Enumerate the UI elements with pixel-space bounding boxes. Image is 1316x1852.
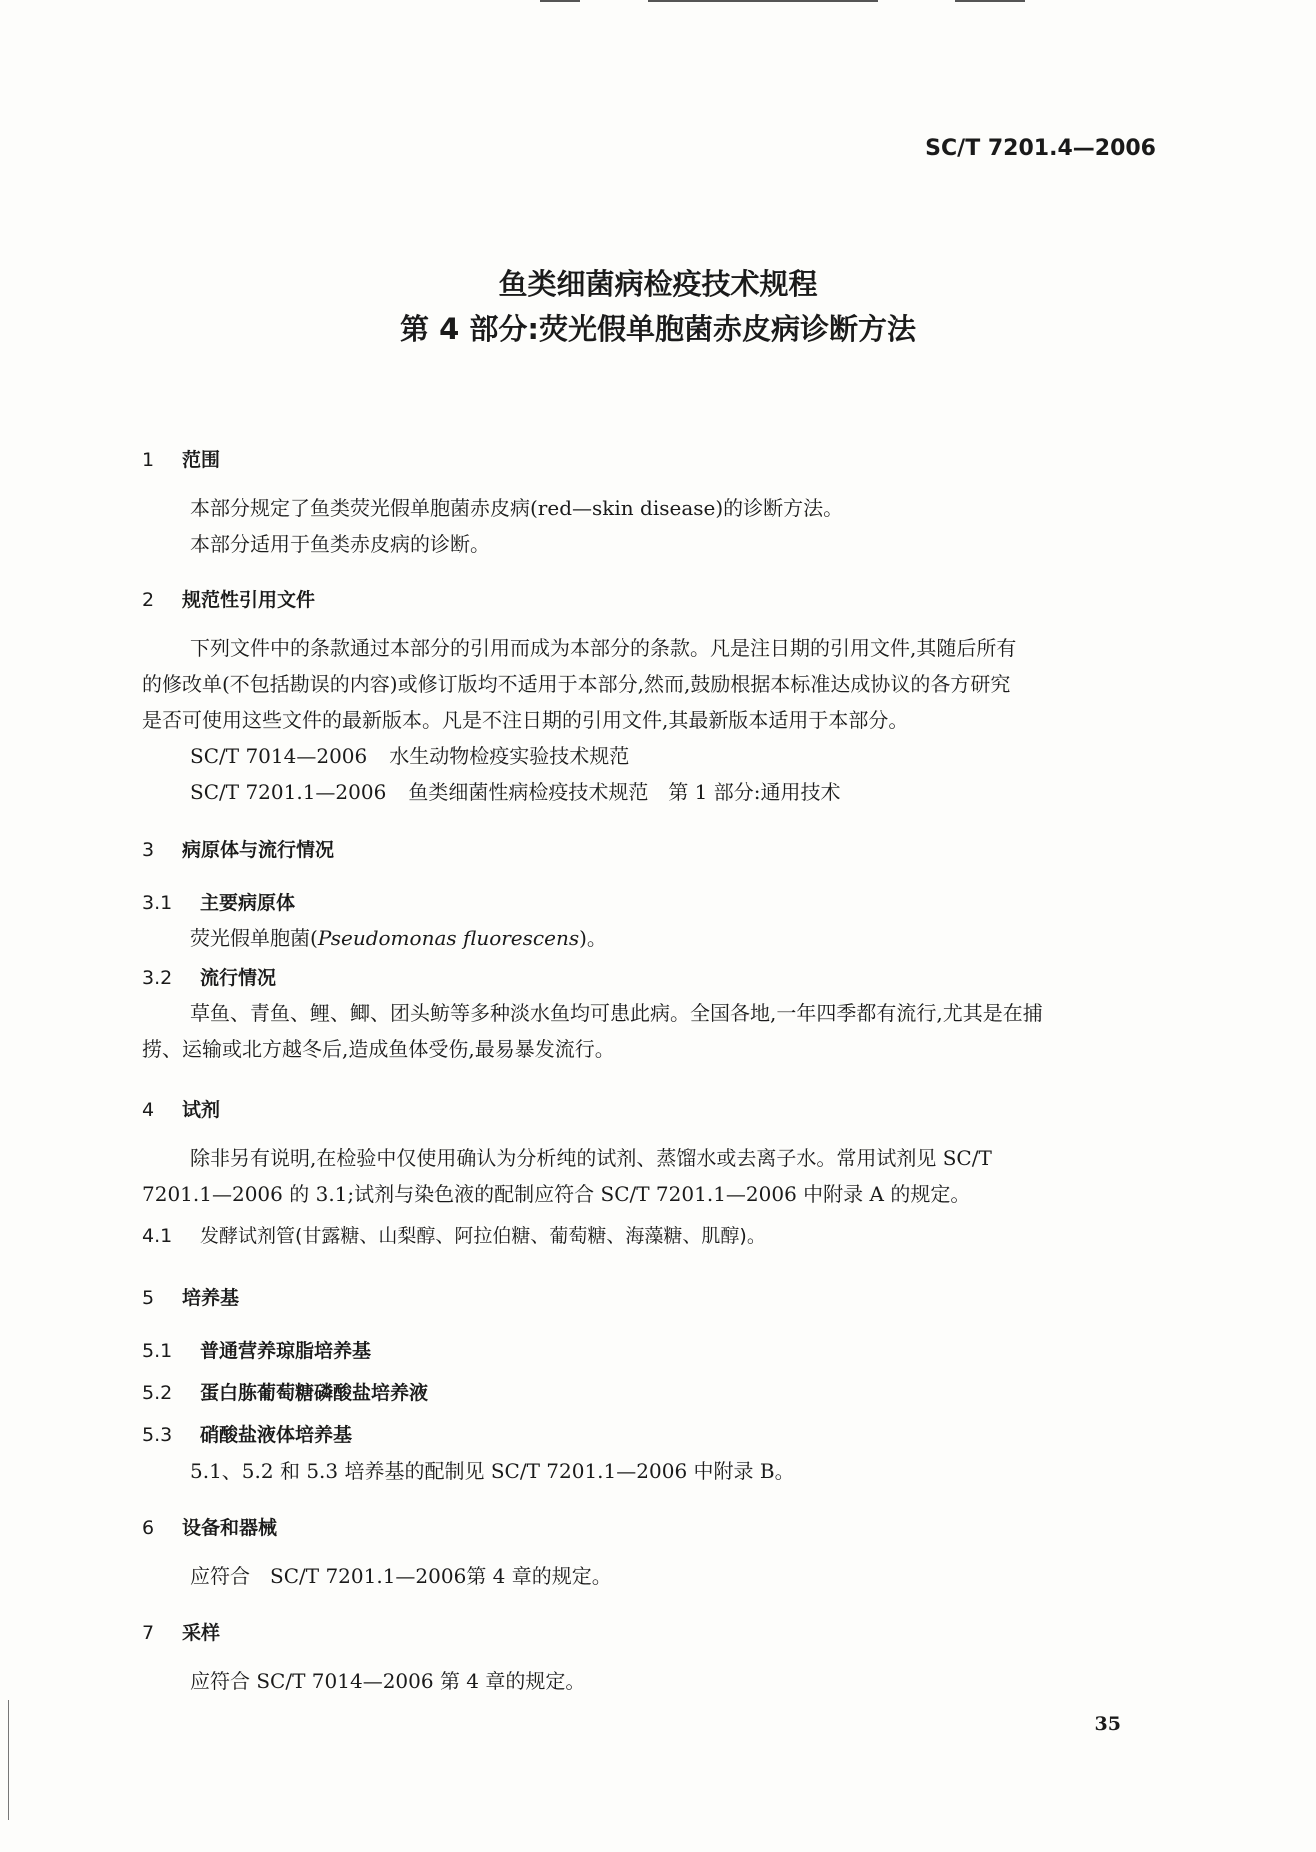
section-number: 1 xyxy=(142,449,155,471)
section-number: 6 xyxy=(142,1517,155,1539)
section-title: 试剂 xyxy=(182,1099,221,1121)
reference-item xyxy=(190,774,841,810)
paragraph: 是否可使用这些文件的最新版本。凡是不注日期的引用文件,其最新版本适用于本部分。 xyxy=(142,708,909,732)
section-1-heading xyxy=(142,445,220,472)
subsection-3-2-heading xyxy=(142,963,276,990)
reference-title: 鱼类细菌性病检疫技术规范 第 1 部分:通用技术 xyxy=(408,780,841,804)
text-span: )。 xyxy=(579,926,607,950)
subsection-number: 3.2 xyxy=(142,967,173,989)
margin-mark xyxy=(8,1700,9,1820)
section-number: 3 xyxy=(142,839,155,861)
paragraph: 除非另有说明,在检验中仅使用确认为分析纯的试剂、蒸馏水或去离子水。常用试剂见 SC/T xyxy=(190,1146,992,1170)
subsection-5-3-heading xyxy=(142,1420,352,1447)
doc-title-line2: 第 4 部分:荧光假单胞菌赤皮病诊断方法 xyxy=(400,312,916,346)
section-6-heading xyxy=(142,1513,277,1540)
scan-artifact xyxy=(955,0,1025,2)
section-5-heading xyxy=(142,1283,239,1310)
subsection-title: 硝酸盐液体培养基 xyxy=(200,1424,353,1446)
section-7-heading xyxy=(142,1618,220,1645)
paragraph: 5.1、5.2 和 5.3 培养基的配制见 SC/T 7201.1—2006 中附录 B。 xyxy=(190,1459,795,1483)
text-span: 荧光假单胞菌( xyxy=(190,926,318,950)
subsection-number: 4.1 xyxy=(142,1225,173,1247)
subsection-5-1-heading xyxy=(142,1336,371,1363)
paragraph: 草鱼、青鱼、鲤、鲫、团头鲂等多种淡水鱼均可患此病。全国各地,一年四季都有流行,尤其是在捕 xyxy=(190,1001,1043,1025)
reference-item xyxy=(190,738,629,774)
page-number: 35 xyxy=(1094,1713,1121,1735)
section-title: 采样 xyxy=(182,1622,221,1644)
reference-title: 水生动物检疫实验技术规范 xyxy=(389,744,630,768)
reference-code: SC/T 7201.1—2006 xyxy=(190,780,387,804)
section-title: 规范性引用文件 xyxy=(182,589,316,611)
section-title: 病原体与流行情况 xyxy=(182,839,335,861)
section-title: 设备和器械 xyxy=(182,1517,278,1539)
section-4-heading xyxy=(142,1095,220,1122)
subsection-number: 3.1 xyxy=(142,892,173,914)
paragraph: 7201.1—2006 的 3.1;试剂与染色液的配制应符合 SC/T 7201.1—2006 中附录 A 的规定。 xyxy=(142,1182,971,1206)
subsection-title: 蛋白胨葡萄糖磷酸盐培养液 xyxy=(200,1382,429,1404)
subsection-3-1-heading xyxy=(142,888,295,915)
scan-artifact xyxy=(540,0,580,2)
section-number: 4 xyxy=(142,1099,155,1121)
subsection-title: 流行情况 xyxy=(200,967,277,989)
paragraph: 捞、运输或北方越冬后,造成鱼体受伤,最易暴发流行。 xyxy=(142,1037,615,1061)
subsection-4-1 xyxy=(142,1221,766,1248)
section-2-heading xyxy=(142,585,315,612)
section-title: 范围 xyxy=(182,449,221,471)
doc-title-line1: 鱼类细菌病检疫技术规程 xyxy=(498,267,818,301)
section-title: 培养基 xyxy=(182,1287,240,1309)
subsection-number: 5.1 xyxy=(142,1340,173,1362)
subsection-text: 发酵试剂管(甘露糖、山梨醇、阿拉伯糖、葡萄糖、海藻糖、肌醇)。 xyxy=(200,1225,766,1247)
paragraph: 下列文件中的条款通过本部分的引用而成为本部分的条款。凡是注日期的引用文件,其随后所有 xyxy=(190,636,1017,660)
paragraph: 应符合 SC/T 7014—2006 第 4 章的规定。 xyxy=(190,1669,586,1693)
species-name: Pseudomonas fluorescens xyxy=(317,926,580,950)
paragraph: 的修改单(不包括勘误的内容)或修订版均不适用于本部分,然而,鼓励根据本标准达成协议的各方研究 xyxy=(142,672,1011,696)
subsection-title: 普通营养琼脂培养基 xyxy=(200,1340,372,1362)
paragraph: 应符合 SC/T 7201.1—2006第 4 章的规定。 xyxy=(190,1564,612,1588)
section-number: 5 xyxy=(142,1287,155,1309)
subsection-5-2-heading xyxy=(142,1378,428,1405)
paragraph: 本部分适用于鱼类赤皮病的诊断。 xyxy=(190,532,490,556)
subsection-number: 5.3 xyxy=(142,1424,173,1446)
section-number: 2 xyxy=(142,589,155,611)
section-number: 7 xyxy=(142,1622,155,1644)
standard-code: SC/T 7201.4—2006 xyxy=(925,136,1156,161)
subsection-title: 主要病原体 xyxy=(200,892,296,914)
paragraph xyxy=(190,920,607,956)
paragraph: 本部分规定了鱼类荧光假单胞菌赤皮病(red—skin disease)的诊断方法。 xyxy=(190,496,844,520)
section-3-heading xyxy=(142,835,334,862)
subsection-number: 5.2 xyxy=(142,1382,173,1404)
reference-code: SC/T 7014—2006 xyxy=(190,744,368,768)
scan-artifact xyxy=(648,0,878,2)
